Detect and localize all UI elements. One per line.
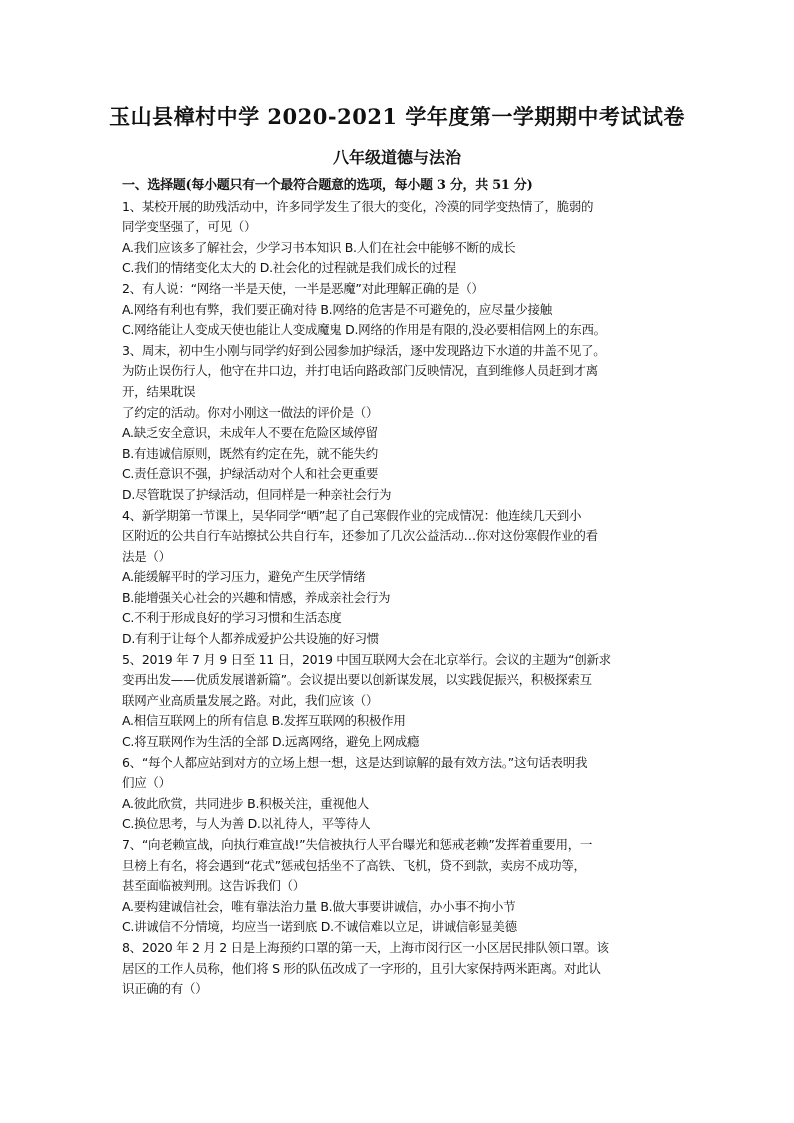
text-line: A.网络有利也有弊，我们要正确对待 B.网络的危害是不可避免的，应尽量少接触: [122, 301, 552, 317]
text-line: 7、“向老赖宣战，向执行难宣战!”失信被执行人平台曝光和惩戒老赖”发挥着重要用，一: [122, 837, 593, 852]
text-line: 6、“每个人都应站到对方的立场上想一想，这是达到谅解的最有效方法。”这句话表明我: [122, 754, 588, 770]
text-line: 甚至面临被判刑。这告诉我们（）: [122, 878, 306, 894]
text-line: 法是（）: [122, 548, 171, 564]
exam-body: [122, 176, 677, 1000]
text-line: 识正确的有（）: [122, 981, 208, 997]
exam-title: 玉山县樟村中学 2020-2021 学年度第一学期期中考试试卷: [109, 104, 685, 129]
text-line: C.不利于形成良好的学习习惯和生活态度: [122, 610, 342, 626]
text-line: C.责任意识不强，护绿活动对个人和社会更重要: [122, 466, 379, 482]
exam-subject: 八年级道德与法治: [332, 148, 461, 167]
text-line: 为防止误伤行人，他守在井口边，并打电话向路政部门反映情况，直到维修人员赶到才离: [122, 363, 598, 379]
text-line: C.换位思考，与人为善 D.以礼待人，平等待人: [122, 816, 371, 832]
text-line: 3、周末，初中生小刚与同学约好到公园参加护绿活，逐中发现路边下水道的井盖不见了。: [122, 342, 606, 358]
text-line: 8、2020 年 2 月 2 日是上海预约口罩的第一天，上海市闵行区一小区居民排队领口罩。该: [122, 939, 609, 955]
text-line: C.我们的情绪变化太大的 D.社会化的过程就是我们成长的过程: [122, 260, 456, 276]
text-line: D.尽管耽误了护绿活动，但同样是一种亲社会行为: [122, 486, 392, 502]
text-line: 了约定的活动。你对小刚这一做法的评价是（）: [122, 404, 379, 420]
text-line: D.有利于让每个人都养成爱护公共设施的好习惯: [122, 631, 379, 647]
text-line: B.能增强关心社会的兴趣和情感，养成亲社会行为: [122, 589, 391, 605]
text-line: A.相信互联网上的所有信息 B.发挥互联网的积极作用: [122, 713, 406, 729]
text-line: A.彼此欣赏，共同进步 B.积极关注，重视他人: [122, 795, 369, 811]
text-line: C.将互联网作为生活的全部 D.远离网络，避免上网成瘾: [122, 734, 420, 750]
text-line: 变再出发——优质发展谱新篇”。会议提出要以创新谋发展，以实践促振兴，积极探索互: [122, 672, 592, 688]
text-line: 1、某校开展的助残活动中，许多同学发生了很大的变化，冷漠的同学变热情了，脆弱的: [122, 198, 594, 214]
text-line: C.网络能让人变成天使也能让人变成魔鬼 D.网络的作用是有限的,没必要相信网上的东西。: [122, 322, 606, 338]
text-line: A.缺乏安全意识，未成年人不要在危险区域停留: [122, 425, 378, 441]
text-line: 5、2019 年 7 月 9 日至 11 日，2019 中国互联网大会在北京举行。会议的主题为“创新求: [122, 651, 611, 667]
text-line: 2、有人说：“网络一半是天使，一半是恶魔”对此理解正确的是（）: [122, 280, 484, 296]
text-line: 们应（）: [122, 775, 171, 791]
text-line: 开，结果耽误: [122, 383, 196, 399]
text-line: 同学变坚强了，可见（）: [122, 219, 257, 235]
text-line: A.能缓解平时的学习压力，避免产生厌学情绪: [122, 569, 366, 585]
text-line: C.讲诚信不分情境，均应当一诺到底 D.不诚信难以立足，讲诚信彰显美德: [122, 919, 517, 935]
text-line: 旦榜上有名，将会遇到“花式”惩戒包括坐不了高铁、飞机，贷不到款，卖房不成功等，: [122, 857, 586, 873]
text-line: A.要构建诚信社会，唯有靠法治力量 B.做大事要讲诚信，办小事不拘小节: [122, 898, 516, 914]
section-heading: 一、选择题(每小题只有一个最符合题意的选项，每小题 3 分，共 51 分): [122, 178, 533, 193]
text-line: B.有违诚信原则，既然有约定在先，就不能失约: [122, 445, 378, 461]
text-line: 联网产业高质量发展之路。对此，我们应该（）: [122, 692, 379, 708]
text-line: 区附近的公共自行车站擦拭公共自行车，还参加了几次公益活动…你对这份寒假作业的看: [122, 528, 598, 544]
text-line: 4、新学期第一节课上，吴华同学“晒”起了自己寒假作业的完成情况：他连续几天到小: [122, 507, 582, 523]
text-line: 居区的工作人员称，他们将 S 形的队伍改成了一字形的，且引大家保持两米距离。对此认: [122, 960, 601, 976]
text-line: A.我们应该多了解社会，少学习书本知识 B.人们在社会中能够不断的成长: [122, 239, 516, 255]
